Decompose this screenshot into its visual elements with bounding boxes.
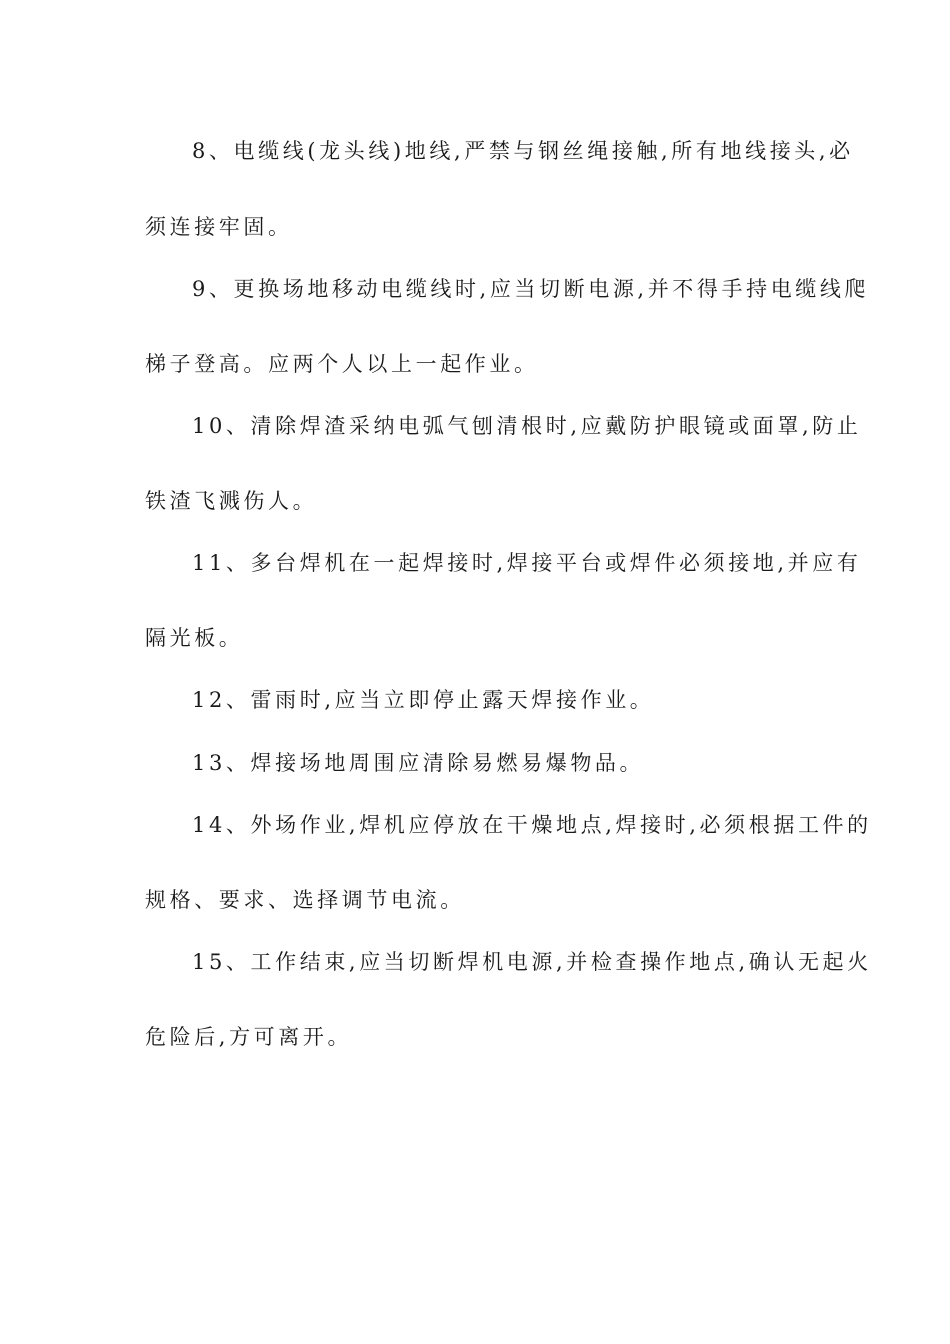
paragraph-10-line-2: 铁渣飞溅伤人。	[145, 489, 318, 513]
paragraph-15-line-2: 危险后,方可离开。	[145, 1025, 353, 1049]
paragraph-13-line-1: 13、焊接场地周围应清除易燃易爆物品。	[192, 751, 645, 775]
paragraph-12-line-1: 12、雷雨时,应当立即停止露天焊接作业。	[192, 688, 655, 712]
paragraph-9-line-2: 梯子登高。应两个人以上一起作业。	[145, 352, 539, 376]
paragraph-8-line-2: 须连接牢固。	[145, 215, 293, 239]
paragraph-9-line-1: 9、更换场地移动电缆线时,应当切断电源,并不得手持电缆线爬	[192, 277, 870, 301]
paragraph-10-line-1: 10、清除焊渣采纳电弧气刨清根时,应戴防护眼镜或面罩,防止	[192, 414, 862, 438]
paragraph-14-line-1: 14、外场作业,焊机应停放在干燥地点,焊接时,必须根据工件的	[192, 813, 872, 837]
paragraph-11-line-1: 11、多台焊机在一起焊接时,焊接平台或焊件必须接地,并应有	[192, 551, 862, 575]
paragraph-8-line-1: 8、电缆线(龙头线)地线,严禁与钢丝绳接触,所有地线接头,必	[192, 139, 854, 163]
paragraph-15-line-1: 15、工作结束,应当切断焊机电源,并检查操作地点,确认无起火	[192, 950, 872, 974]
paragraph-14-line-2: 规格、要求、选择调节电流。	[145, 888, 465, 912]
paragraph-11-line-2: 隔光板。	[145, 626, 244, 650]
